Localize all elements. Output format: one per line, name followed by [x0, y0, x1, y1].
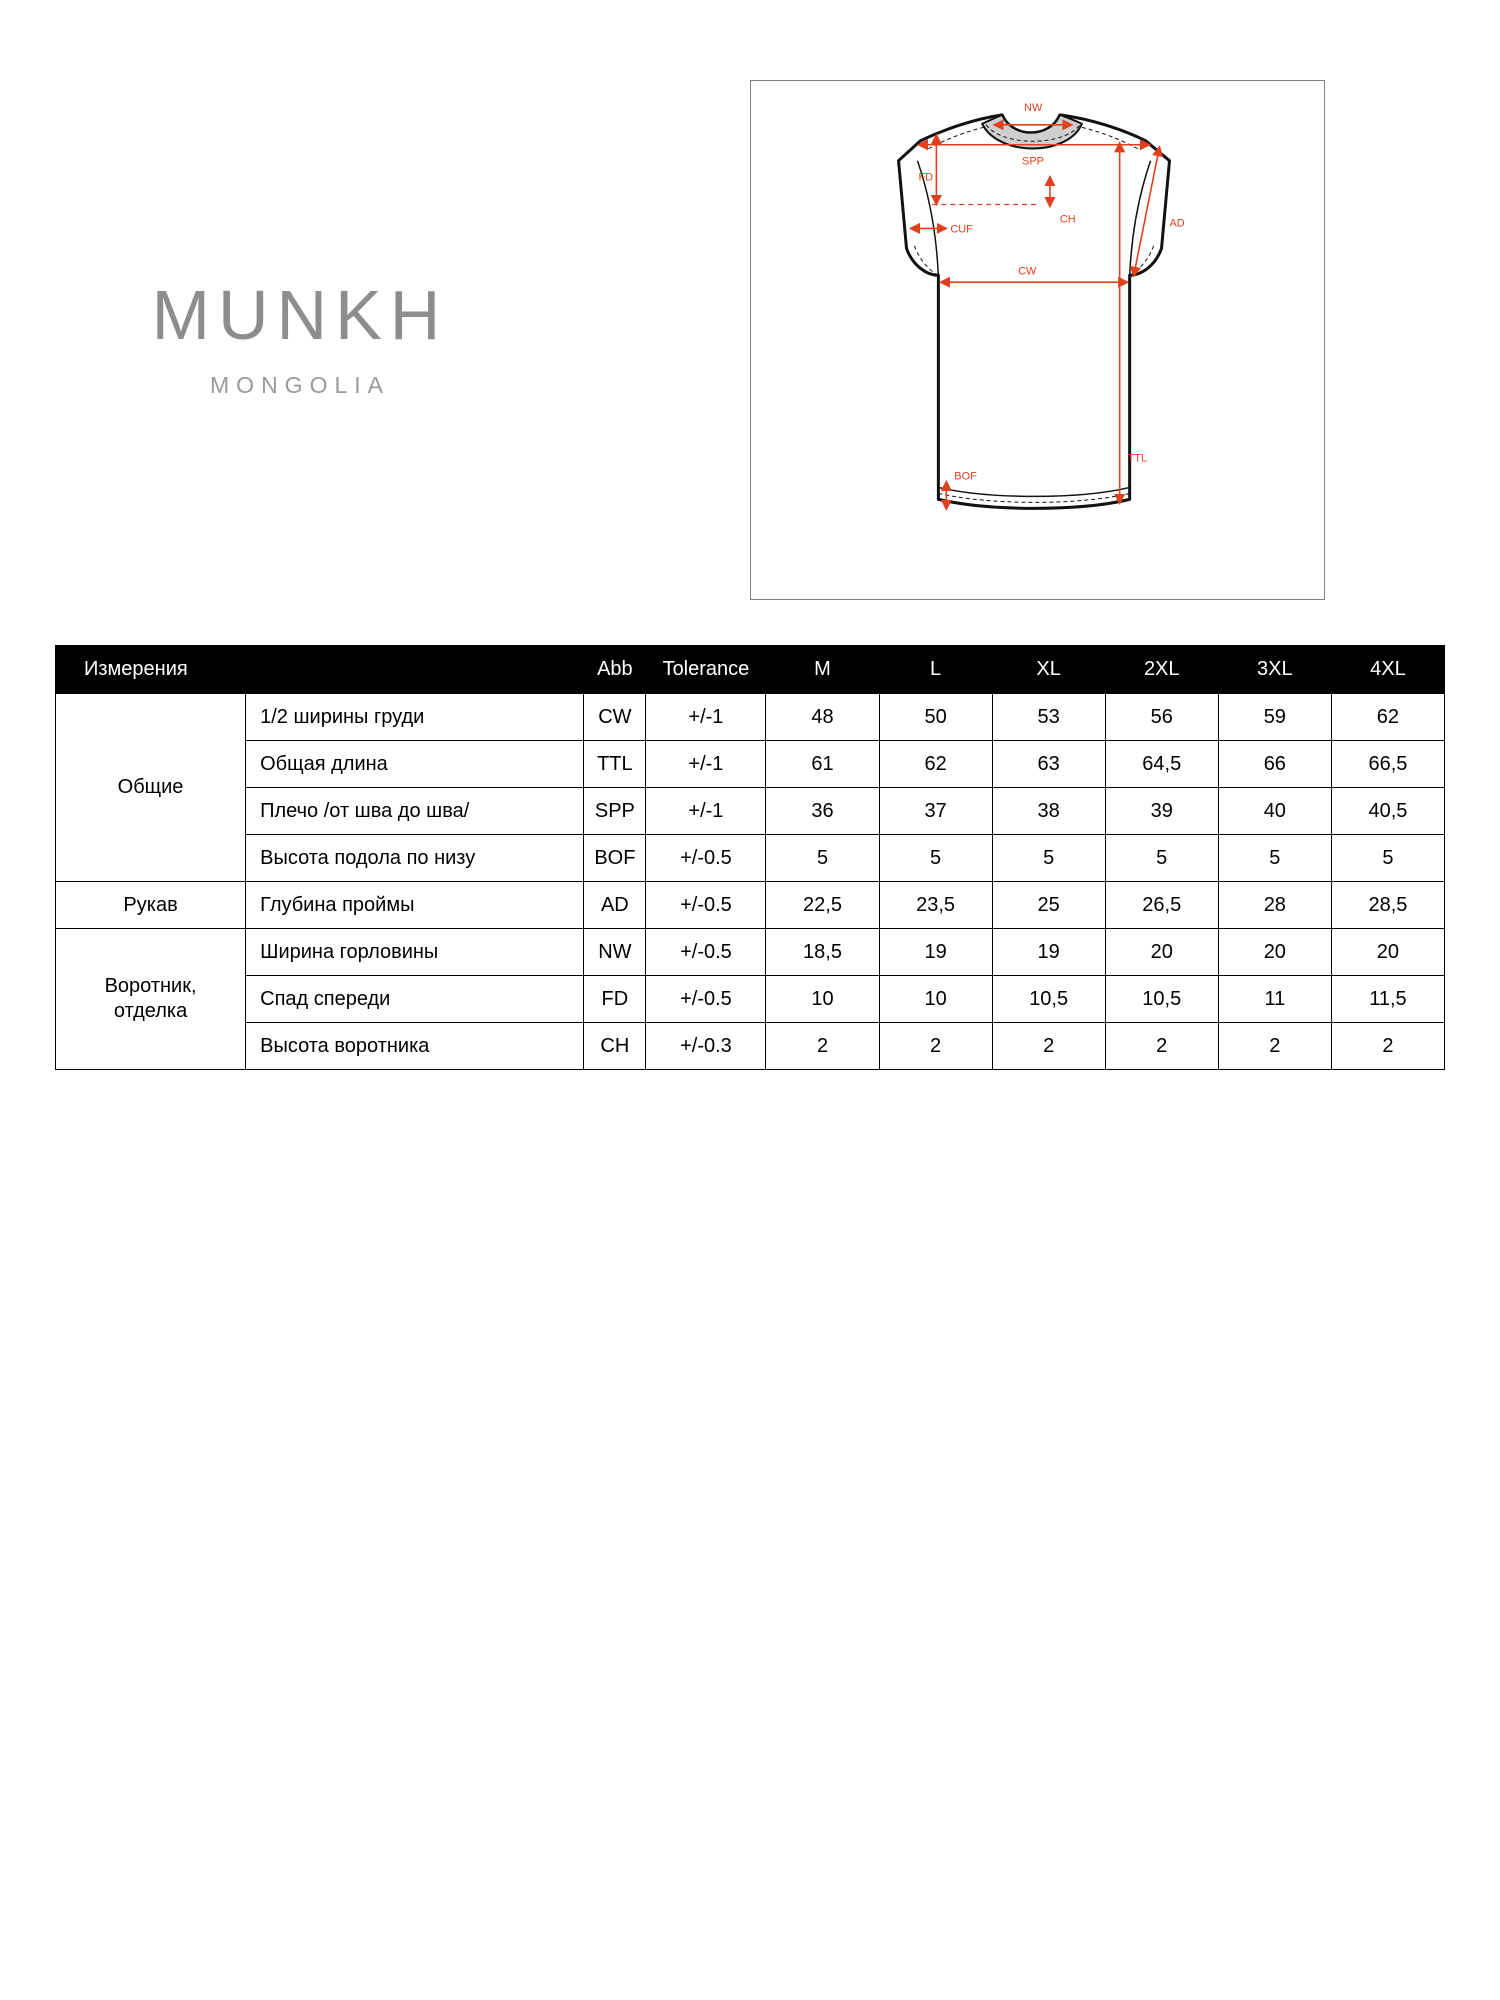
value-2xl: 2 [1105, 1023, 1218, 1070]
value-4xl: 62 [1331, 694, 1444, 741]
value-4xl: 20 [1331, 929, 1444, 976]
value-2xl: 20 [1105, 929, 1218, 976]
header-size-2xl: 2XL [1105, 646, 1218, 694]
header-size-3xl: 3XL [1218, 646, 1331, 694]
measure-abb: NW [584, 929, 646, 976]
value-4xl: 5 [1331, 835, 1444, 882]
value-3xl: 28 [1218, 882, 1331, 929]
value-4xl: 40,5 [1331, 788, 1444, 835]
label-ch: CH [1059, 213, 1076, 226]
measure-abb: CW [584, 694, 646, 741]
measure-tolerance: +/-1 [646, 741, 766, 788]
table-header-row [56, 646, 1445, 694]
measure-tolerance: +/-0.3 [646, 1023, 766, 1070]
value-3xl: 66 [1218, 741, 1331, 788]
brand-block [110, 276, 490, 399]
table-row [56, 882, 1445, 929]
measure-name: Высота подола по низу [246, 835, 584, 882]
value-l: 19 [879, 929, 992, 976]
value-2xl: 56 [1105, 694, 1218, 741]
measure-tolerance: +/-1 [646, 788, 766, 835]
value-2xl: 64,5 [1105, 741, 1218, 788]
label-ad: AD [1169, 217, 1185, 230]
value-2xl: 26,5 [1105, 882, 1218, 929]
value-m: 48 [766, 694, 879, 741]
brand-name: MUNKH [151, 276, 449, 354]
group-label-collar-trim [56, 929, 246, 1070]
value-3xl: 5 [1218, 835, 1331, 882]
measure-abb: FD [584, 976, 646, 1023]
table-row [56, 976, 1445, 1023]
measure-abb: AD [584, 882, 646, 929]
value-4xl: 11,5 [1331, 976, 1444, 1023]
table-row [56, 929, 1445, 976]
group-label-sleeve: Рукав [56, 882, 246, 929]
group-label-collar-line1: Воротник, [104, 975, 197, 997]
header-tolerance: Tolerance [646, 646, 766, 694]
value-3xl: 2 [1218, 1023, 1331, 1070]
table-row [56, 835, 1445, 882]
value-3xl: 59 [1218, 694, 1331, 741]
label-bof: BOF [954, 470, 977, 483]
header-size-xl: XL [992, 646, 1105, 694]
value-4xl: 2 [1331, 1023, 1444, 1070]
group-label-collar-line2: отделка [113, 1000, 188, 1022]
value-2xl: 39 [1105, 788, 1218, 835]
value-m: 36 [766, 788, 879, 835]
value-3xl: 40 [1218, 788, 1331, 835]
value-l: 62 [879, 741, 992, 788]
label-fd: FD [918, 171, 934, 184]
measure-tolerance: +/-0.5 [646, 835, 766, 882]
value-l: 23,5 [879, 882, 992, 929]
label-ttl: TTL [1127, 452, 1148, 465]
value-l: 5 [879, 835, 992, 882]
value-xl: 38 [992, 788, 1105, 835]
value-xl: 10,5 [992, 976, 1105, 1023]
value-4xl: 66,5 [1331, 741, 1444, 788]
measure-tolerance: +/-1 [646, 694, 766, 741]
value-3xl: 20 [1218, 929, 1331, 976]
value-3xl: 11 [1218, 976, 1331, 1023]
measure-abb: BOF [584, 835, 646, 882]
value-m: 10 [766, 976, 879, 1023]
measure-name: Общая длина [246, 741, 584, 788]
value-2xl: 5 [1105, 835, 1218, 882]
value-m: 18,5 [766, 929, 879, 976]
measure-abb: TTL [584, 741, 646, 788]
measure-name: Плечо /от шва до шва/ [246, 788, 584, 835]
value-m: 2 [766, 1023, 879, 1070]
value-4xl: 28,5 [1331, 882, 1444, 929]
table-row [56, 788, 1445, 835]
size-measurement-table [55, 645, 1445, 1070]
header-size-l: L [879, 646, 992, 694]
value-l: 50 [879, 694, 992, 741]
header-size-4xl: 4XL [1331, 646, 1444, 694]
measure-abb: CH [584, 1023, 646, 1070]
label-nw: NW [1024, 101, 1043, 114]
label-cw: CW [1018, 265, 1037, 278]
tank-top-technical-drawing [750, 80, 1325, 600]
value-m: 22,5 [766, 882, 879, 929]
label-spp: SPP [1022, 155, 1044, 168]
value-m: 61 [766, 741, 879, 788]
measure-name: Глубина проймы [246, 882, 584, 929]
measure-name: 1/2 ширины груди [246, 694, 584, 741]
value-xl: 25 [992, 882, 1105, 929]
table-row [56, 1023, 1445, 1070]
value-xl: 5 [992, 835, 1105, 882]
header-size-m: M [766, 646, 879, 694]
header-abb: Abb [584, 646, 646, 694]
measure-abb: SPP [584, 788, 646, 835]
value-l: 10 [879, 976, 992, 1023]
value-xl: 2 [992, 1023, 1105, 1070]
value-xl: 53 [992, 694, 1105, 741]
measure-tolerance: +/-0.5 [646, 882, 766, 929]
measure-tolerance: +/-0.5 [646, 929, 766, 976]
value-xl: 63 [992, 741, 1105, 788]
label-cuf: CUF [950, 223, 973, 236]
value-l: 37 [879, 788, 992, 835]
table-row [56, 694, 1445, 741]
measure-tolerance: +/-0.5 [646, 976, 766, 1023]
value-m: 5 [766, 835, 879, 882]
measure-name: Высота воротника [246, 1023, 584, 1070]
table-row [56, 741, 1445, 788]
measure-name: Спад спереди [246, 976, 584, 1023]
value-xl: 19 [992, 929, 1105, 976]
value-l: 2 [879, 1023, 992, 1070]
header-measurements: Измерения [56, 646, 584, 694]
value-2xl: 10,5 [1105, 976, 1218, 1023]
group-label-general: Общие [56, 694, 246, 882]
measure-name: Ширина горловины [246, 929, 584, 976]
brand-subtitle: MONGOLIA [210, 372, 390, 398]
